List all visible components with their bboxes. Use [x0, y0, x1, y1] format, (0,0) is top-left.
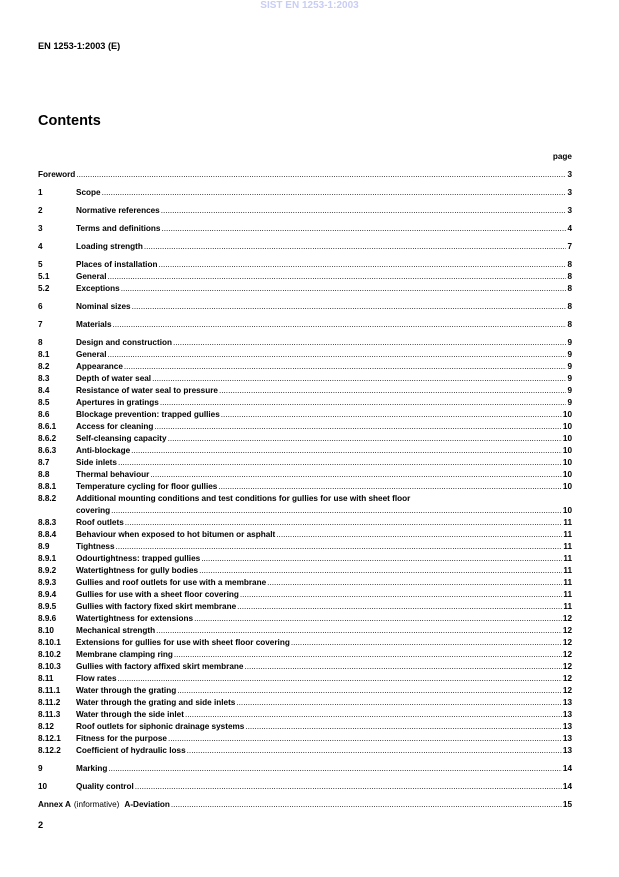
toc-entry[interactable]	[38, 565, 572, 577]
toc-annex-type: (informative)	[73, 800, 120, 809]
toc-entry-title: Mechanical strength	[76, 626, 156, 635]
toc-entry-number: 3	[38, 224, 43, 233]
toc-entry-number: 7	[38, 320, 43, 329]
toc-entry-title: Resistance of water seal to pressure	[76, 386, 218, 395]
dot-leader	[240, 589, 562, 601]
toc-entry-title: Membrane clamping ring	[76, 650, 173, 659]
toc-entry-page: 9	[567, 350, 572, 359]
dot-leader	[221, 409, 562, 421]
dot-leader	[171, 799, 562, 811]
toc-entry-page: 3	[567, 206, 572, 215]
toc-entry-title: Tightness	[76, 542, 115, 551]
toc-entry-title: Watertightness for gully bodies	[76, 566, 199, 575]
toc-entry-number: 8.4	[38, 386, 50, 395]
toc-entry-title: Behaviour when exposed to hot bitumen or asphalt	[76, 530, 276, 539]
toc-entry[interactable]	[38, 385, 572, 397]
toc-entry-title: Terms and definitions	[76, 224, 161, 233]
toc-entry[interactable]	[38, 553, 572, 565]
dot-leader	[187, 745, 562, 757]
toc-entry-page: 13	[562, 722, 572, 731]
dot-leader	[113, 319, 567, 331]
toc-entry-page: 9	[567, 398, 572, 407]
toc-entry[interactable]	[38, 283, 572, 295]
toc-entry-page: 11	[563, 542, 572, 551]
toc-entry-number: 8.8.2	[38, 494, 57, 503]
dot-leader	[194, 613, 562, 625]
toc-entry-page: 13	[562, 734, 572, 743]
toc-entry-page: 15	[562, 800, 572, 809]
toc-entry-page: 9	[567, 386, 572, 395]
toc-entry-page: 3	[567, 188, 572, 197]
toc-entry-number: 8.9.3	[38, 578, 57, 587]
dot-leader	[244, 661, 561, 673]
toc-entry[interactable]	[38, 397, 572, 409]
toc-entry[interactable]	[38, 481, 572, 493]
dot-leader	[154, 421, 562, 433]
dot-leader	[201, 553, 562, 565]
toc-entry-title: Watertightness for extensions	[76, 614, 194, 623]
toc-entry[interactable]	[38, 361, 572, 373]
toc-entry-title: Additional mounting conditions and test conditions for gullies for use with sheet floor	[76, 494, 411, 503]
toc-entry-number: 8	[38, 338, 43, 347]
toc-entry[interactable]	[38, 745, 572, 757]
toc-entry[interactable]	[38, 541, 572, 553]
watermark: SIST EN 1253-1:2003	[260, 0, 359, 11]
dot-leader	[121, 283, 567, 295]
toc-entry-number: 8.6.3	[38, 446, 57, 455]
toc-entry-continuation[interactable]	[38, 505, 572, 517]
dot-leader	[156, 625, 562, 637]
toc-entry-title: Flow rates	[76, 674, 117, 683]
toc-entry-page: 9	[567, 338, 572, 347]
toc-entry[interactable]	[38, 445, 572, 457]
toc-entry-number: 8.1	[38, 350, 50, 359]
toc-entry-number: 8.10.3	[38, 662, 61, 671]
toc-entry-page: 8	[567, 302, 572, 311]
toc-entry-title: General	[76, 350, 107, 359]
toc-entry-title: Water through the grating	[76, 686, 177, 695]
toc-entry-number: 8.12.2	[38, 746, 61, 755]
toc-entry-title: Marking	[76, 764, 108, 773]
toc-entry[interactable]	[38, 709, 572, 721]
dot-leader	[108, 349, 567, 361]
toc-entry-title: Places of installation	[76, 260, 158, 269]
toc-entry[interactable]	[38, 373, 572, 385]
toc-entry-title: Roof outlets	[76, 518, 124, 527]
toc-entry-page: 12	[562, 614, 572, 623]
dot-leader	[160, 397, 567, 409]
toc-entry[interactable]	[38, 421, 572, 433]
toc-entry-title: Nominal sizes	[76, 302, 131, 311]
toc-entry-page: 8	[567, 284, 572, 293]
dot-leader	[218, 481, 562, 493]
toc-entry-page: 8	[567, 320, 572, 329]
toc-entry-title: Depth of water seal	[76, 374, 152, 383]
toc-entry-page: 10	[562, 482, 572, 491]
toc-entry-page: 7	[567, 242, 572, 251]
toc-entry-title: Fitness for the purpose	[76, 734, 167, 743]
dot-leader	[161, 205, 567, 217]
toc-entry[interactable]	[38, 697, 572, 709]
toc-entry-title: Gullies for use with a sheet floor covering	[76, 590, 239, 599]
toc-entry[interactable]	[38, 673, 572, 685]
toc-entry[interactable]	[38, 169, 572, 181]
toc-entry-page: 14	[562, 764, 572, 773]
toc-entry[interactable]	[38, 601, 572, 613]
toc-entry-page: 14	[562, 782, 572, 791]
toc-entry[interactable]	[38, 349, 572, 361]
dot-leader	[199, 565, 562, 577]
toc-entry[interactable]	[38, 721, 572, 733]
toc-entry-title: Gullies with factory fixed skirt membrane	[76, 602, 237, 611]
toc-entry-page: 12	[562, 686, 572, 695]
toc-entry-page: 13	[562, 746, 572, 755]
toc-entry-number: 8.9	[38, 542, 50, 551]
toc-entry-title: Loading strength	[76, 242, 143, 251]
toc-entry-page: 10	[562, 458, 572, 467]
toc-entry-page: 13	[562, 710, 572, 719]
dot-leader	[177, 685, 562, 697]
toc-entry-number: 8.6.2	[38, 434, 57, 443]
toc-entry-number: 8.8.4	[38, 530, 57, 539]
toc-entry-title: Scope	[76, 188, 101, 197]
toc-entry-title: Odourtightness: trapped gullies	[76, 554, 201, 563]
dot-leader	[144, 241, 567, 253]
toc-entry-page: 10	[562, 506, 572, 515]
toc-entry-title: Quality control	[76, 782, 134, 791]
dot-leader	[236, 697, 562, 709]
toc-entry-number: 8.8.3	[38, 518, 57, 527]
toc-entry-number: 8.11.3	[38, 710, 61, 719]
toc-entry-title: Materials	[76, 320, 112, 329]
toc-annex-title: A-Deviation	[124, 800, 170, 809]
toc-entry[interactable]	[38, 457, 572, 469]
toc-entry-page: 12	[562, 638, 572, 647]
toc-entry-page: 11	[563, 554, 572, 563]
toc-entry-title: Self-cleansing capacity	[76, 434, 167, 443]
dot-leader	[276, 529, 562, 541]
toc-entry[interactable]	[38, 319, 572, 331]
toc-entry[interactable]	[38, 589, 572, 601]
toc-entry-page: 11	[563, 602, 572, 611]
toc-entry-page: 10	[562, 422, 572, 431]
dot-leader	[185, 709, 562, 721]
dot-leader	[219, 385, 566, 397]
document-id: EN 1253-1:2003 (E)	[38, 41, 121, 51]
toc-entry-page: 10	[562, 470, 572, 479]
toc-entry-page: 10	[562, 446, 572, 455]
toc-entry-number: 2	[38, 206, 43, 215]
toc-entry-page: 12	[562, 674, 572, 683]
toc-entry-title: Appearance	[76, 362, 123, 371]
toc-entry[interactable]	[38, 799, 572, 811]
toc-entry-page: 12	[562, 650, 572, 659]
toc-entry-number: 8.9.6	[38, 614, 57, 623]
toc-entry-page: 11	[563, 518, 572, 527]
toc-entry-number: 8.9.5	[38, 602, 57, 611]
toc-entry[interactable]	[38, 781, 572, 793]
toc-entry[interactable]	[38, 637, 572, 649]
toc-entry[interactable]	[38, 241, 572, 253]
toc-entry-number: 8.12.1	[38, 734, 61, 743]
toc-entry-number: 8.8	[38, 470, 50, 479]
dot-leader	[168, 433, 562, 445]
toc-entry[interactable]	[38, 337, 572, 349]
toc-entry[interactable]	[38, 259, 572, 271]
dot-leader	[132, 301, 567, 313]
toc-entry[interactable]	[38, 223, 572, 235]
dot-leader	[131, 445, 562, 457]
toc-entry-title: Roof outlets for siphonic drainage systems	[76, 722, 245, 731]
toc-entry-title-continued: covering	[76, 506, 111, 515]
toc-entry-title: Design and construction	[76, 338, 172, 347]
page-column-header: page	[552, 152, 572, 161]
toc-entry-title: Extensions for gullies for use with sheet floor covering	[76, 638, 290, 647]
dot-leader	[108, 763, 561, 775]
toc-entry[interactable]	[38, 529, 572, 541]
toc-entry-title: Foreword	[38, 170, 76, 179]
toc-entry-page: 8	[567, 260, 572, 269]
toc-entry-page: 11	[563, 530, 572, 539]
toc-entry-number: 10	[38, 782, 48, 791]
toc-entry-number: 1	[38, 188, 43, 197]
toc-entry-title: Gullies with factory affixed skirt membrane	[76, 662, 244, 671]
toc-entry-number: 5.2	[38, 284, 50, 293]
toc-entry[interactable]	[38, 493, 572, 505]
toc-entry-title: Gullies and roof outlets for use with a membrane	[76, 578, 267, 587]
dot-leader	[168, 733, 562, 745]
toc-entry[interactable]	[38, 433, 572, 445]
toc-entry-title: Blockage prevention: trapped gullies	[76, 410, 220, 419]
toc-entry-page: 10	[562, 434, 572, 443]
toc-entry-number: 8.12	[38, 722, 54, 731]
toc-entry-title: Water through the grating and side inlets	[76, 698, 236, 707]
toc-entry[interactable]	[38, 469, 572, 481]
toc-entry[interactable]	[38, 577, 572, 589]
dot-leader	[158, 259, 566, 271]
contents-heading: Contents	[38, 113, 101, 129]
toc-entry[interactable]	[38, 205, 572, 217]
toc-entry-page: 11	[563, 578, 572, 587]
dot-leader	[161, 223, 566, 235]
toc-entry-number: 8.11.1	[38, 686, 61, 695]
dot-leader	[152, 373, 566, 385]
dot-leader	[108, 271, 567, 283]
toc-entry-page: 9	[567, 374, 572, 383]
toc-entry-title: Thermal behaviour	[76, 470, 150, 479]
toc-entry-page: 4	[567, 224, 572, 233]
toc-entry-page: 12	[562, 626, 572, 635]
toc-entry-title: Apertures in gratings	[76, 398, 159, 407]
toc-entry-number: 8.10	[38, 626, 54, 635]
toc-entry-title: Access for cleaning	[76, 422, 154, 431]
toc-entry-number: 8.11.2	[38, 698, 61, 707]
toc-entry[interactable]	[38, 301, 572, 313]
dot-leader	[111, 505, 562, 517]
dot-leader	[174, 649, 562, 661]
toc-entry-page: 8	[567, 272, 572, 281]
toc-entry[interactable]	[38, 271, 572, 283]
dot-leader	[245, 721, 562, 733]
toc-entry-title: Temperature cycling for floor gullies	[76, 482, 218, 491]
dot-leader	[116, 541, 563, 553]
toc-entry-number: 8.2	[38, 362, 50, 371]
toc-entry-number: 8.9.1	[38, 554, 57, 563]
toc-entry-page: 13	[562, 698, 572, 707]
toc-entry-number: 8.6	[38, 410, 50, 419]
toc-entry-page: 10	[562, 410, 572, 419]
toc-entry-number: 8.11	[38, 674, 54, 683]
toc-entry-number: 8.3	[38, 374, 50, 383]
toc-entry-title: Normative references	[76, 206, 160, 215]
dot-leader	[76, 169, 566, 181]
table-of-contents	[38, 169, 572, 811]
toc-entry-number: 9	[38, 764, 43, 773]
toc-entry-page: 9	[567, 362, 572, 371]
toc-entry-number: 8.6.1	[38, 422, 57, 431]
page-number: 2	[38, 820, 44, 830]
toc-entry-number: 8.9.4	[38, 590, 57, 599]
toc-entry[interactable]	[38, 517, 572, 529]
dot-leader	[291, 637, 562, 649]
toc-entry[interactable]	[38, 187, 572, 199]
toc-entry-page: 3	[567, 170, 572, 179]
toc-entry[interactable]	[38, 763, 572, 775]
toc-entry-number: 8.7	[38, 458, 50, 467]
toc-entry-number: 8.10.2	[38, 650, 61, 659]
toc-entry-number: 8.5	[38, 398, 50, 407]
toc-entry[interactable]	[38, 409, 572, 421]
toc-entry[interactable]	[38, 733, 572, 745]
toc-entry-number: 8.10.1	[38, 638, 61, 647]
dot-leader	[118, 673, 562, 685]
dot-leader	[237, 601, 562, 613]
dot-leader	[267, 577, 562, 589]
toc-entry-title: Annex A	[38, 800, 71, 809]
dot-leader	[125, 517, 563, 529]
toc-entry[interactable]	[38, 625, 572, 637]
toc-entry-number: 6	[38, 302, 43, 311]
toc-entry-title: Anti-blockage	[76, 446, 131, 455]
dot-leader	[173, 337, 566, 349]
toc-entry-title: General	[76, 272, 107, 281]
toc-entry-title: Water through the side inlet	[76, 710, 184, 719]
dot-leader	[135, 781, 562, 793]
dot-leader	[150, 469, 562, 481]
toc-entry-number: 4	[38, 242, 43, 251]
toc-entry[interactable]	[38, 661, 572, 673]
toc-entry-page: 11	[563, 566, 572, 575]
toc-entry-number: 5.1	[38, 272, 50, 281]
toc-entry[interactable]	[38, 649, 572, 661]
toc-entry[interactable]	[38, 685, 572, 697]
toc-entry-number: 8.8.1	[38, 482, 57, 491]
dot-leader	[124, 361, 567, 373]
toc-entry-title: Side inlets	[76, 458, 117, 467]
toc-entry-page: 12	[562, 662, 572, 671]
toc-entry[interactable]	[38, 613, 572, 625]
toc-entry-number: 5	[38, 260, 43, 269]
dot-leader	[118, 457, 562, 469]
toc-entry-title: Exceptions	[76, 284, 120, 293]
toc-entry-page: 11	[563, 590, 572, 599]
toc-entry-title: Coefficient of hydraulic loss	[76, 746, 186, 755]
dot-leader	[102, 187, 567, 199]
toc-entry-number: 8.9.2	[38, 566, 57, 575]
